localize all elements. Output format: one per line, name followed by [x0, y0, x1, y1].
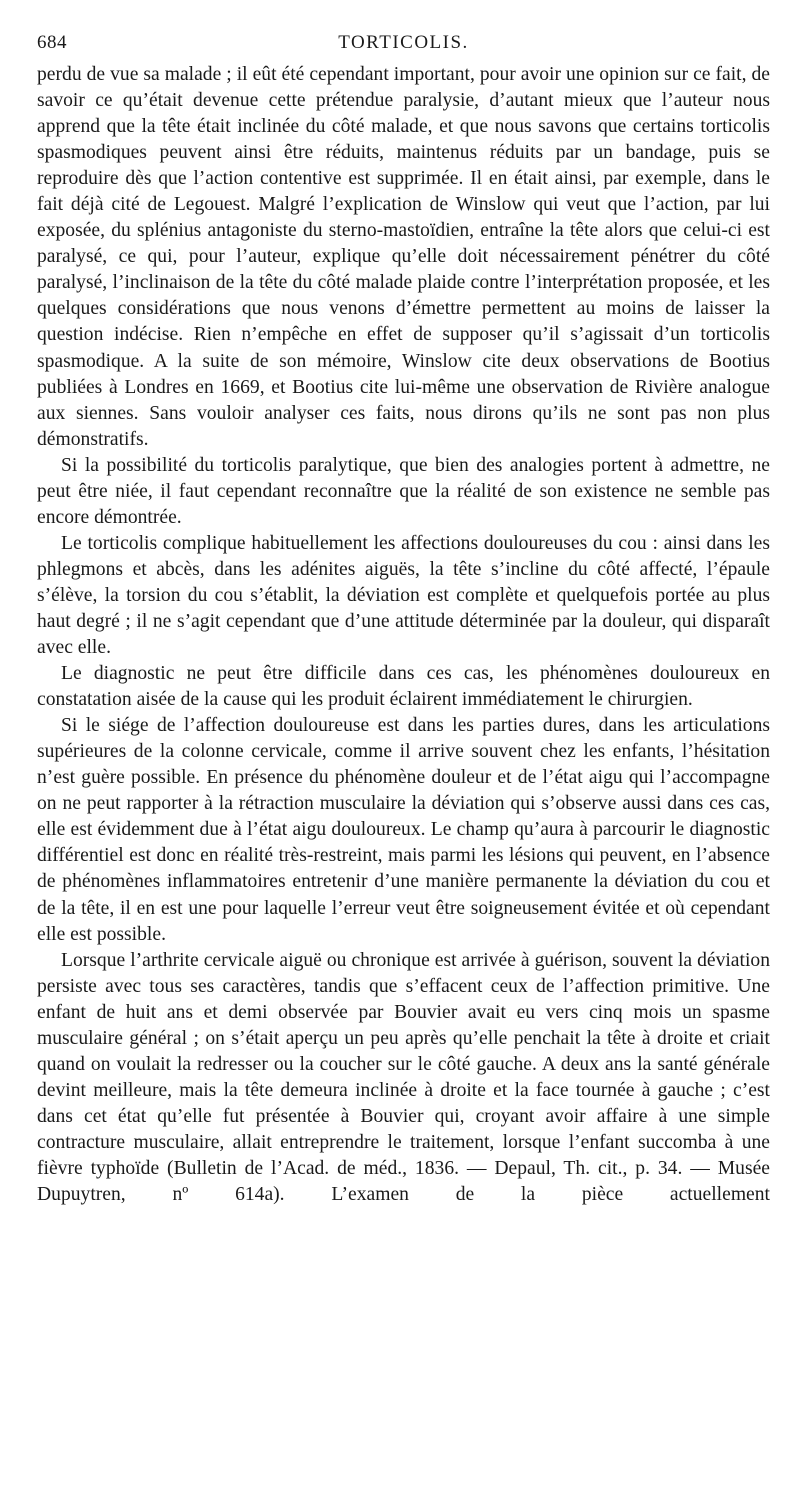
page-header	[37, 30, 770, 62]
paragraph: Si le siége de l’affection douloureuse est dans les parties dures, dans les articulations supérieures de la colonne cervicale, comme il arrive souvent chez les enfants, l’hésitation n’est guère possible. En présence du phénomène douleur et de l’état aigu qui l’accompagne on ne peut rapporter à la rétraction musculaire la déviation qui s’observe aussi dans ces cas, elle est évidemment due à l’état aigu douloureux. Le champ qu’aura à parcourir le diagnostic différentiel est donc en réalité très-restreint, mais parmi les lésions qui peuvent, en l’absence de phénomènes inflammatoires entretenir d’une manière permanente la déviation du cou et de la tête, il en est une pour laquelle l’erreur veut être soigneusement évitée et où cependant elle est possible.	[37, 715, 770, 945]
body-text	[37, 62, 770, 1208]
page-number: 684	[37, 32, 67, 53]
book-page	[37, 30, 770, 1208]
paragraph: Lorsque l’arthrite cervicale aiguë ou chronique est arrivée à guérison, souvent la déviation persiste avec tous ses caractères, tandis que s’effacent ceux de l’affection primitive. Une enfant de huit ans et demi observée par Bouvier avait eu vers cinq mois un spasme musculaire général ; on s’était aperçu un peu après qu’elle penchait la tête à droite et criait quand on voulait la redresser ou la coucher sur le côté gauche. A deux ans la santé générale devint meilleure, mais la tête demeura inclinée à droite et la face tournée à gauche ; c’est dans cet état qu’elle fut présentée à Bouvier qui, croyant avoir affaire à une simple contracture musculaire, allait entreprendre le traitement, lorsque l’enfant succomba à une fièvre typhoïde (Bulletin de l’Acad. de méd., 1836. — Depaul, Th. cit., p. 34. — Musée Dupuytren, nº 614a). L’examen de la pièce actuellement	[37, 949, 770, 1206]
running-title: TORTICOLIS.	[338, 32, 469, 53]
paragraph: Si la possibilité du torticolis paralytique, que bien des analogies portent à admettre, ne peut être niée, il faut cependant reconnaître que la réalité de son existence ne semble pas encore démontrée.	[37, 454, 770, 528]
paragraph: Le torticolis complique habituellement les affections douloureuses du cou : ainsi dans les phlegmons et abcès, dans les adénites aiguës, la tête s’incline du côté affecté, l’épaule s’élève, la torsion du cou s’établit, la déviation est complète et quelquefois portée au plus haut degré ; il ne s’agit cependant que d’une attitude déterminée par la douleur, qui disparaît avec elle.	[37, 532, 770, 659]
paragraph: perdu de vue sa malade ; il eût été cependant important, pour avoir une opinion sur ce fait, de savoir ce qu’était devenue cette prétendue paralysie, d’autant mieux que l’auteur nous apprend que la tête était inclinée du côté malade, et que nous savons que certains torticolis spasmodiques peuvent ainsi être réduits, maintenus réduits par un bandage, puis se reproduire dès que l’action contentive est supprimée. Il en était ainsi, par exemple, dans le fait déjà cité de Legouest. Malgré l’explication de Winslow qui veut que l’action, par lui exposée, du splénius antagoniste du sterno-mastoïdien, entraîne la tête alors que celui-ci est paralysé, ce qui, pour l’auteur, explique qu’elle doit nécessairement pénétrer du côté paralysé, l’inclinaison de la tête du côté malade plaide contre l’interprétation proposée, et les quelques considérations que nous venons d’émettre permettent au moins de laisser la question indécise. Rien n’empêche en effet de supposer qu’il s’agissait d’un torticolis spasmodique. A la suite de son mémoire, Winslow cite deux observations de Bootius publiées à Londres en 1669, et Bootius cite lui-même une observation de Rivière analogue aux siennes. Sans vouloir analyser ces faits, nous dirons qu’ils ne sont pas non plus démonstratifs.	[37, 64, 770, 450]
paragraph: Le diagnostic ne peut être difficile dans ces cas, les phénomènes douloureux en constatation aisée de la cause qui les produit éclairent immédiatement le chirurgien.	[37, 663, 770, 711]
